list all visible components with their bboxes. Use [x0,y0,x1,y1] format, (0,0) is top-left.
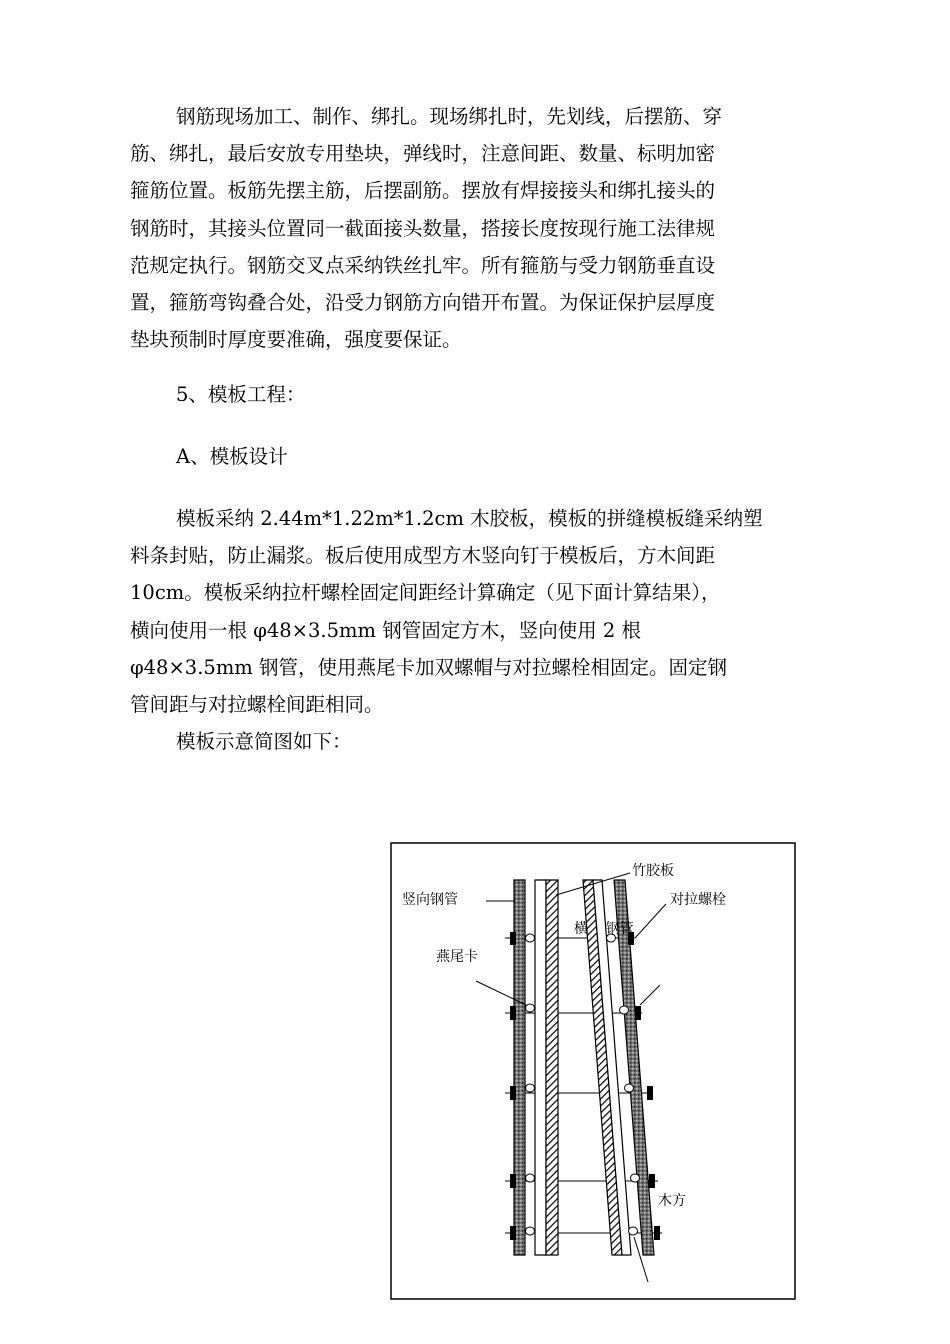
paragraph-formwork [130,500,805,760]
figure-caption: 模板示意简图如下： [176,730,352,754]
text-line: 模板采纳 2.44m*1.22m*1.2cm 木胶板，模板的拼缝模板缝采纳塑 [176,507,763,530]
pipe-circle [526,1084,535,1092]
label-timber: 木方 [658,1193,686,1209]
text-line: 置，箍筋弯钩叠合处，沿受力钢筋方向错开布置。为保证保护层厚度 [130,291,716,315]
clamp [635,1006,641,1020]
clamp [654,1226,660,1240]
formwork-diagram-svg [390,842,796,1300]
clamp [647,1086,653,1100]
text-line: 筋、绑扎，最后安放专用垫块，弹线时，注意间距、数量、标明加密 [130,142,716,166]
label-bamboo-board: 竹胶板 [632,863,674,879]
pipe-circle [629,1227,638,1235]
label-vertical-steel-pipe: 竖向钢管 [402,892,458,908]
pipe-circle [526,1174,535,1182]
leader-tie-bolt [635,904,666,938]
formwork-diagram [390,842,796,1300]
text-line: 钢筋时，其接头位置同一截面接头数量，搭接长度按现行施工法律规 [130,216,716,240]
clamp [649,1174,655,1188]
text-line: 横向使用一根 φ48×3.5mm 钢管固定方木，竖向使用 2 根 [130,618,641,642]
timber-left [535,880,546,1255]
pipe-circle [526,1227,535,1235]
text-line: 10cm。模板采纳拉杆螺栓固定间距经计算确定（见下面计算结果）， [130,581,721,605]
pipe-circle [526,1004,535,1012]
text-line: 垫块预制时厚度要准确，强度要保证。 [130,328,462,352]
pipe-circle [631,1174,640,1182]
text-line: 钢筋现场加工、制作、绑扎。现场绑扎时，先划线，后摆筋、穿 [176,105,723,128]
text-line: 管间距与对拉螺栓间距相同。 [130,693,384,717]
text-line: 范规定执行。钢筋交叉点采纳铁丝扎牢。所有箍筋与受力钢筋垂直设 [130,253,716,277]
section-heading-formwork: 5、模板工程： [176,383,306,406]
label-horizontal-steel-pipe: 横 钢管 [574,921,634,937]
clamp [510,932,516,945]
clamp [510,1226,516,1240]
pipe-circle [526,934,535,942]
pipe-circle [625,1084,634,1092]
label-swallowtail-clamp: 燕尾卡 [436,949,478,965]
label-tie-bolt: 对拉螺栓 [670,892,726,908]
bamboo-board-left [546,880,558,1255]
leader-clamp-right [640,985,660,1005]
pipe-circle [620,1006,629,1014]
text-line: 料条封贴，防止漏浆。板后使用成型方木竖向钉于模板后，方木间距 [130,544,716,568]
clamp [510,1006,516,1020]
paragraph-rebar [130,98,805,358]
clamp [510,1086,516,1100]
clamp [510,1174,516,1188]
text-line: φ48×3.5mm 钢管，使用燕尾卡加双螺帽与对拉螺栓相固定。固定钢 [130,655,727,679]
text-line: 箍筋位置。板筋先摆主筋，后摆副筋。摆放有焊接接头和绑扎接头的 [130,179,716,203]
subsection-heading-formwork-design: A、模板设计 [176,445,288,468]
